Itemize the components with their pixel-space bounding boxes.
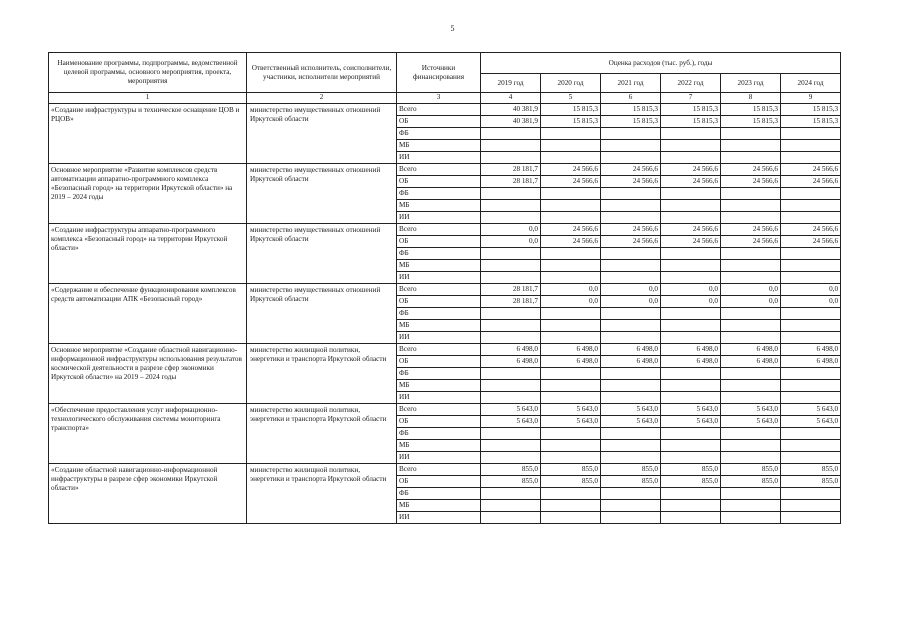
expense-value: 24 566,6 — [721, 224, 781, 236]
expense-value — [541, 368, 601, 380]
expense-table — [48, 52, 841, 524]
funding-source: ИИ — [397, 332, 481, 344]
expense-value: 855,0 — [721, 464, 781, 476]
expense-value — [601, 332, 661, 344]
responsible-executor: министерство жилищной политики, энергетики и транспорта Иркутской области — [247, 404, 397, 464]
expense-value: 855,0 — [781, 476, 841, 488]
expense-value: 24 566,6 — [661, 224, 721, 236]
expense-value — [541, 428, 601, 440]
expense-value: 0,0 — [481, 224, 541, 236]
expense-value: 5 643,0 — [721, 404, 781, 416]
expense-value — [541, 140, 601, 152]
expense-value — [721, 452, 781, 464]
expense-value: 15 815,3 — [541, 116, 601, 128]
expense-value — [661, 128, 721, 140]
funding-source: Всего — [397, 404, 481, 416]
expense-value: 6 498,0 — [661, 344, 721, 356]
funding-source: Всего — [397, 344, 481, 356]
expense-value: 5 643,0 — [781, 404, 841, 416]
expense-value — [541, 488, 601, 500]
expense-value — [601, 152, 661, 164]
expense-value — [601, 272, 661, 284]
column-number: 6 — [601, 93, 661, 104]
funding-source: ОБ — [397, 416, 481, 428]
funding-source: ОБ — [397, 356, 481, 368]
expense-value: 15 815,3 — [661, 116, 721, 128]
header-year: 2020 год — [541, 74, 601, 93]
expense-value: 5 643,0 — [481, 404, 541, 416]
expense-value: 15 815,3 — [721, 116, 781, 128]
expense-value: 855,0 — [661, 464, 721, 476]
expense-value: 28 181,7 — [481, 164, 541, 176]
expense-value — [541, 248, 601, 260]
expense-value — [601, 320, 661, 332]
expense-value — [601, 248, 661, 260]
expense-value — [781, 272, 841, 284]
expense-value: 0,0 — [721, 296, 781, 308]
expense-value — [601, 392, 661, 404]
expense-value — [781, 308, 841, 320]
expense-value — [541, 320, 601, 332]
expense-value — [601, 212, 661, 224]
funding-source: ИИ — [397, 452, 481, 464]
expense-value: 855,0 — [541, 476, 601, 488]
column-number: 3 — [397, 93, 481, 104]
expense-value: 0,0 — [661, 296, 721, 308]
expense-value: 24 566,6 — [541, 224, 601, 236]
table-row — [49, 104, 841, 116]
header-responsible: Ответственный исполнитель, соисполнители, участники, исполнители мероприятий — [247, 53, 397, 93]
expense-value — [661, 332, 721, 344]
expense-value — [781, 428, 841, 440]
expense-value — [781, 440, 841, 452]
table-row — [49, 344, 841, 356]
expense-value: 24 566,6 — [721, 236, 781, 248]
expense-value: 6 498,0 — [481, 356, 541, 368]
header-year: 2022 год — [661, 74, 721, 93]
funding-source: Всего — [397, 464, 481, 476]
expense-value — [661, 488, 721, 500]
expense-value: 28 181,7 — [481, 176, 541, 188]
expense-value — [781, 332, 841, 344]
expense-value: 6 498,0 — [601, 356, 661, 368]
expense-value: 5 643,0 — [541, 404, 601, 416]
expense-value — [661, 200, 721, 212]
expense-value — [481, 368, 541, 380]
expense-value: 24 566,6 — [661, 176, 721, 188]
expense-value — [661, 500, 721, 512]
expense-value: 15 815,3 — [541, 104, 601, 116]
expense-value: 40 381,9 — [481, 104, 541, 116]
expense-value — [481, 308, 541, 320]
funding-source: МБ — [397, 320, 481, 332]
expense-value — [481, 200, 541, 212]
column-number: 1 — [49, 93, 247, 104]
responsible-executor: министерство жилищной политики, энергетики и транспорта Иркутской области — [247, 344, 397, 404]
header-name: Наименование программы, подпрограммы, ведомственной целевой программы, основного мероприятия, проекта, мероприятия — [49, 53, 247, 93]
column-number: 9 — [781, 93, 841, 104]
expense-value: 0,0 — [661, 284, 721, 296]
column-number: 7 — [661, 93, 721, 104]
expense-value — [601, 440, 661, 452]
expense-value — [721, 368, 781, 380]
funding-source: ФБ — [397, 128, 481, 140]
expense-value: 24 566,6 — [781, 176, 841, 188]
expense-value — [781, 260, 841, 272]
expense-value — [781, 452, 841, 464]
expense-value — [781, 188, 841, 200]
expense-value — [601, 128, 661, 140]
expense-value — [481, 320, 541, 332]
expense-value — [721, 212, 781, 224]
expense-value — [481, 212, 541, 224]
expense-value — [721, 272, 781, 284]
activity-name: «Создание инфраструктуры и техническое оснащение ЦОВ и РЦОВ» — [49, 104, 247, 164]
expense-value — [541, 188, 601, 200]
responsible-executor: министерство жилищной политики, энергетики и транспорта Иркутской области — [247, 464, 397, 524]
expense-value: 6 498,0 — [481, 344, 541, 356]
expense-value — [781, 368, 841, 380]
expense-value — [541, 392, 601, 404]
expense-value: 24 566,6 — [601, 224, 661, 236]
header-sources: Источники финансирования — [397, 53, 481, 93]
funding-source: ФБ — [397, 308, 481, 320]
expense-value — [481, 500, 541, 512]
expense-value — [721, 440, 781, 452]
expense-value — [601, 488, 661, 500]
header-year: 2023 год — [721, 74, 781, 93]
expense-value — [781, 392, 841, 404]
expense-value — [781, 212, 841, 224]
expense-value: 5 643,0 — [781, 416, 841, 428]
funding-source: ИИ — [397, 212, 481, 224]
expense-value: 24 566,6 — [781, 224, 841, 236]
expense-value: 6 498,0 — [541, 344, 601, 356]
expense-value: 24 566,6 — [781, 164, 841, 176]
expense-value: 0,0 — [601, 296, 661, 308]
expense-value: 6 498,0 — [781, 344, 841, 356]
expense-value — [781, 152, 841, 164]
expense-value: 24 566,6 — [601, 236, 661, 248]
expense-value — [541, 332, 601, 344]
expense-value — [601, 200, 661, 212]
expense-value — [481, 128, 541, 140]
expense-value: 0,0 — [541, 296, 601, 308]
table-row — [49, 284, 841, 296]
expense-value: 28 181,7 — [481, 296, 541, 308]
expense-value — [481, 392, 541, 404]
expense-value: 855,0 — [721, 476, 781, 488]
funding-source: ИИ — [397, 152, 481, 164]
expense-value: 0,0 — [541, 284, 601, 296]
expense-value — [481, 248, 541, 260]
expense-value — [661, 140, 721, 152]
expense-value — [481, 440, 541, 452]
funding-source: МБ — [397, 140, 481, 152]
header-year: 2021 год — [601, 74, 661, 93]
expense-value: 24 566,6 — [541, 164, 601, 176]
expense-value: 5 643,0 — [721, 416, 781, 428]
expense-value: 24 566,6 — [721, 164, 781, 176]
expense-value — [661, 248, 721, 260]
expense-value: 24 566,6 — [661, 164, 721, 176]
expense-value — [721, 512, 781, 524]
expense-value: 24 566,6 — [541, 176, 601, 188]
expense-value — [661, 512, 721, 524]
funding-source: Всего — [397, 224, 481, 236]
expense-value: 6 498,0 — [601, 344, 661, 356]
expense-value — [541, 152, 601, 164]
expense-value — [481, 332, 541, 344]
expense-value — [721, 260, 781, 272]
expense-value — [781, 380, 841, 392]
funding-source: ФБ — [397, 248, 481, 260]
expense-value — [721, 188, 781, 200]
expense-value — [781, 200, 841, 212]
expense-value — [661, 320, 721, 332]
expense-value — [661, 392, 721, 404]
expense-value: 6 498,0 — [721, 344, 781, 356]
expense-value: 0,0 — [481, 236, 541, 248]
expense-value: 0,0 — [721, 284, 781, 296]
expense-value: 15 815,3 — [601, 104, 661, 116]
expense-value: 5 643,0 — [541, 416, 601, 428]
table-row — [49, 224, 841, 236]
table-body — [49, 104, 841, 524]
table-header — [49, 53, 841, 104]
expense-value: 24 566,6 — [661, 236, 721, 248]
funding-source: ОБ — [397, 236, 481, 248]
expense-value: 15 815,3 — [601, 116, 661, 128]
expense-value: 855,0 — [541, 464, 601, 476]
expense-value — [721, 308, 781, 320]
expense-value — [601, 452, 661, 464]
expense-value — [541, 512, 601, 524]
funding-source: МБ — [397, 260, 481, 272]
expense-value — [601, 368, 661, 380]
expense-value — [781, 512, 841, 524]
expense-value — [721, 380, 781, 392]
expense-value: 6 498,0 — [781, 356, 841, 368]
expense-value — [781, 320, 841, 332]
header-year: 2024 год — [781, 74, 841, 93]
expense-value: 24 566,6 — [601, 176, 661, 188]
expense-value — [781, 500, 841, 512]
expense-value — [661, 272, 721, 284]
expense-value: 6 498,0 — [541, 356, 601, 368]
expense-value: 24 566,6 — [601, 164, 661, 176]
table-row — [49, 464, 841, 476]
expense-value — [601, 380, 661, 392]
expense-value — [541, 500, 601, 512]
expense-value: 15 815,3 — [781, 116, 841, 128]
expense-value — [481, 188, 541, 200]
funding-source: ОБ — [397, 176, 481, 188]
expense-value: 40 381,9 — [481, 116, 541, 128]
expense-value: 855,0 — [601, 464, 661, 476]
expense-value — [601, 188, 661, 200]
expense-value — [481, 380, 541, 392]
expense-value — [481, 428, 541, 440]
expense-value: 24 566,6 — [781, 236, 841, 248]
funding-source: ОБ — [397, 296, 481, 308]
expense-value: 5 643,0 — [601, 404, 661, 416]
expense-value — [721, 140, 781, 152]
expense-value: 15 815,3 — [721, 104, 781, 116]
activity-name: «Обеспечение предоставления услуг информационно-технологического обслуживания системы мониторинга транспорта» — [49, 404, 247, 464]
activity-name: Основное мероприятие «Создание областной навигационно-информационной инфраструктуры использования результатов космической деятельности в разрезе сфер экономики Иркутской области» на 2019 – 2024 годы — [49, 344, 247, 404]
column-number: 5 — [541, 93, 601, 104]
expense-value: 24 566,6 — [541, 236, 601, 248]
table-row — [49, 164, 841, 176]
expense-value: 0,0 — [781, 284, 841, 296]
expense-value — [541, 308, 601, 320]
expense-value — [721, 500, 781, 512]
funding-source: ОБ — [397, 116, 481, 128]
funding-source: Всего — [397, 284, 481, 296]
funding-source: ИИ — [397, 272, 481, 284]
responsible-executor: министерство имущественных отношений Иркутской области — [247, 164, 397, 224]
activity-name: «Содержание и обеспечение функционирования комплексов средств автоматизации АПК «Безопасный город» — [49, 284, 247, 344]
expense-value: 855,0 — [661, 476, 721, 488]
expense-value — [781, 128, 841, 140]
expense-value: 855,0 — [481, 476, 541, 488]
responsible-executor: министерство имущественных отношений Иркутской области — [247, 284, 397, 344]
expense-value — [481, 260, 541, 272]
activity-name: «Создание инфраструктуры аппаратно-программного комплекса «Безопасный город» на территории Иркутской области» — [49, 224, 247, 284]
table-row — [49, 404, 841, 416]
funding-source: МБ — [397, 500, 481, 512]
expense-value — [661, 260, 721, 272]
expense-value — [781, 488, 841, 500]
column-number: 8 — [721, 93, 781, 104]
header-estimate: Оценка расходов (тыс. руб.), годы — [481, 53, 841, 74]
funding-source: ФБ — [397, 188, 481, 200]
expense-value — [661, 428, 721, 440]
funding-source: Всего — [397, 164, 481, 176]
expense-value — [721, 392, 781, 404]
expense-value — [481, 272, 541, 284]
funding-source: ОБ — [397, 476, 481, 488]
expense-value — [661, 308, 721, 320]
expense-value: 5 643,0 — [661, 416, 721, 428]
expense-value — [721, 488, 781, 500]
activity-name: «Создание областной навигационно-информационной инфраструктуры в разрезе сфер экономики Иркутской области» — [49, 464, 247, 524]
expense-value — [541, 440, 601, 452]
expense-value: 855,0 — [481, 464, 541, 476]
funding-source: ФБ — [397, 488, 481, 500]
expense-value — [541, 200, 601, 212]
expense-value — [481, 452, 541, 464]
expense-value — [721, 248, 781, 260]
expense-value — [781, 140, 841, 152]
expense-value: 0,0 — [601, 284, 661, 296]
expense-value — [481, 140, 541, 152]
column-number: 2 — [247, 93, 397, 104]
funding-source: Всего — [397, 104, 481, 116]
expense-value — [601, 512, 661, 524]
expense-value — [481, 512, 541, 524]
expense-value — [721, 332, 781, 344]
expense-value: 5 643,0 — [661, 404, 721, 416]
expense-value — [481, 152, 541, 164]
page-number: 5 — [450, 24, 455, 33]
funding-source: ИИ — [397, 512, 481, 524]
activity-name: Основное мероприятие «Развитие комплексов средств автоматизации аппаратно-программного комплекса «Безопасный город» на территории Иркутской области» на 2019 – 2024 годы — [49, 164, 247, 224]
expense-value: 15 815,3 — [781, 104, 841, 116]
expense-value — [481, 488, 541, 500]
funding-source: ФБ — [397, 428, 481, 440]
header-year: 2019 год — [481, 74, 541, 93]
responsible-executor: министерство имущественных отношений Иркутской области — [247, 224, 397, 284]
expense-value — [601, 308, 661, 320]
expense-value: 28 181,7 — [481, 284, 541, 296]
expense-value — [661, 368, 721, 380]
funding-source: ИИ — [397, 392, 481, 404]
expense-value — [661, 380, 721, 392]
column-number-row — [49, 93, 841, 104]
expense-value: 24 566,6 — [721, 176, 781, 188]
funding-source: ФБ — [397, 368, 481, 380]
expense-value: 855,0 — [781, 464, 841, 476]
expense-value — [541, 380, 601, 392]
expense-value: 5 643,0 — [601, 416, 661, 428]
expense-value — [601, 428, 661, 440]
expense-value — [661, 452, 721, 464]
expense-value: 5 643,0 — [481, 416, 541, 428]
expense-value — [721, 152, 781, 164]
funding-source: МБ — [397, 380, 481, 392]
funding-source: МБ — [397, 200, 481, 212]
expense-value — [661, 188, 721, 200]
expense-value: 855,0 — [601, 476, 661, 488]
expense-value — [601, 500, 661, 512]
expense-value — [601, 260, 661, 272]
expense-value: 6 498,0 — [661, 356, 721, 368]
expense-value — [601, 140, 661, 152]
column-number: 4 — [481, 93, 541, 104]
expense-value — [541, 128, 601, 140]
expense-value: 6 498,0 — [721, 356, 781, 368]
funding-source: МБ — [397, 440, 481, 452]
expense-value: 15 815,3 — [661, 104, 721, 116]
expense-value — [541, 212, 601, 224]
expense-value — [781, 248, 841, 260]
expense-value — [661, 440, 721, 452]
expense-value: 0,0 — [781, 296, 841, 308]
expense-value — [721, 428, 781, 440]
expense-value — [541, 452, 601, 464]
responsible-executor: министерство имущественных отношений Иркутской области — [247, 104, 397, 164]
expense-value — [661, 212, 721, 224]
expense-value — [541, 260, 601, 272]
expense-value — [721, 320, 781, 332]
expense-value — [661, 152, 721, 164]
expense-value — [721, 200, 781, 212]
expense-value — [541, 272, 601, 284]
expense-value — [721, 128, 781, 140]
